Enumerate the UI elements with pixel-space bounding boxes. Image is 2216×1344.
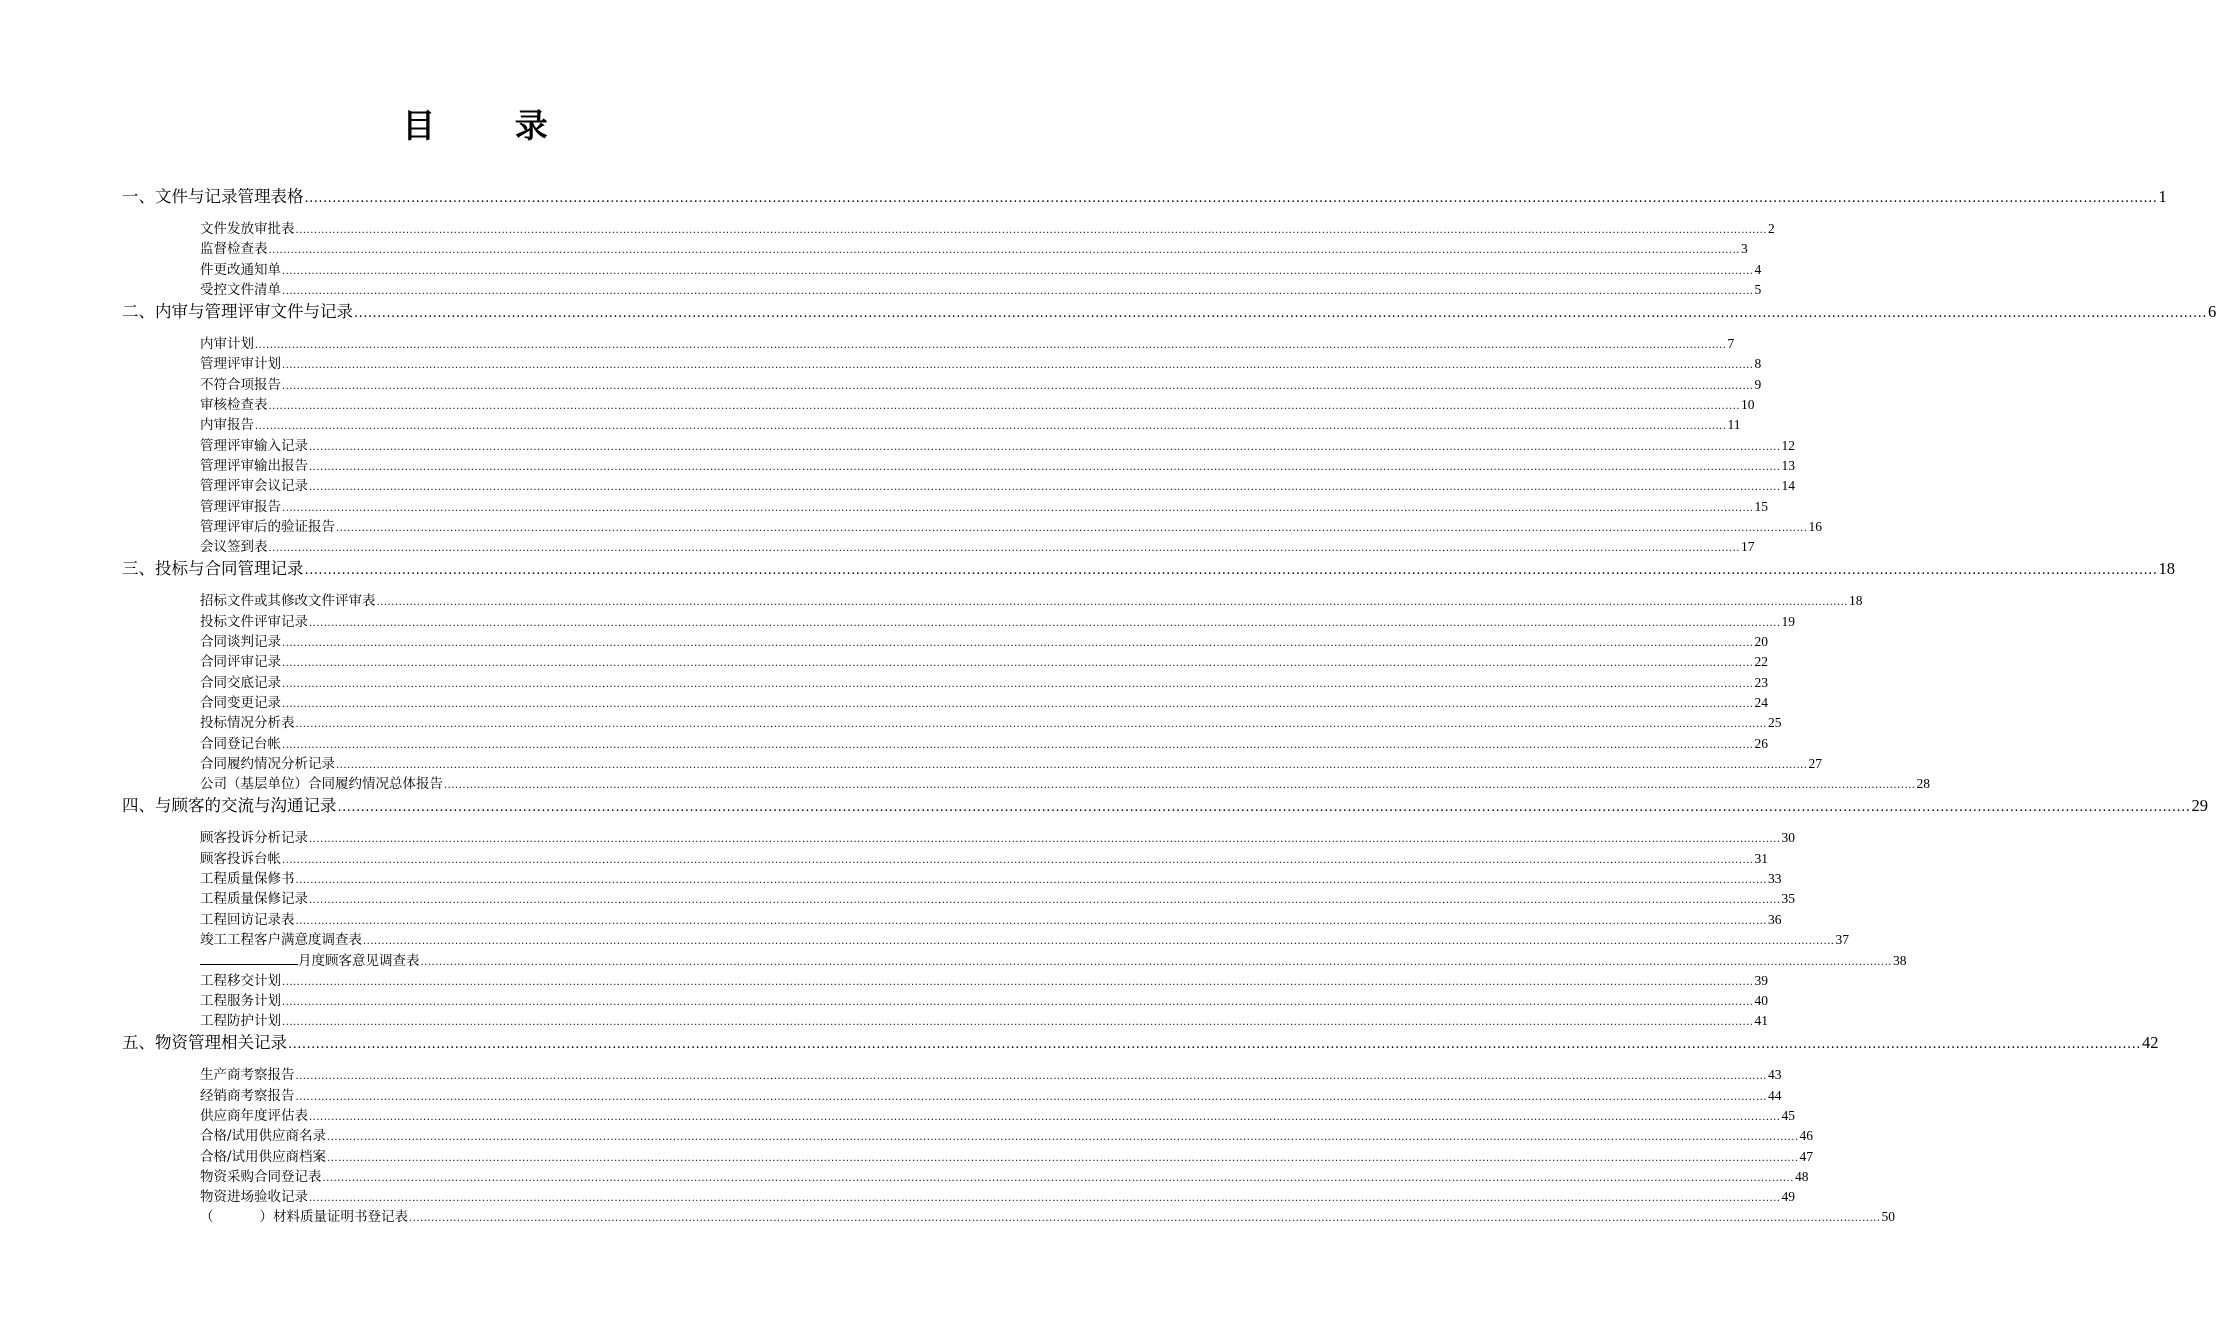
toc-entry-text: 月度顾客意见调查表: [298, 953, 420, 970]
toc-entry[interactable]: [122, 991, 1768, 1011]
toc-entry-page-number: 45: [1781, 1107, 1795, 1123]
toc-entry-text: 工程回访记录表: [200, 911, 295, 928]
toc-entry-label: [200, 849, 281, 869]
toc-entry-text: 管理评审报告: [200, 498, 281, 515]
toc-entry[interactable]: [122, 612, 1795, 632]
dot-leader: ................................................................................................................................................................................................................................................................................................................................................................................................................: [304, 191, 2158, 206]
toc-entry-page-number: 25: [1767, 715, 1782, 731]
toc-entry[interactable]: [122, 395, 1755, 415]
toc-entry[interactable]: [122, 375, 1762, 395]
toc-entry-text: 竣工工程客户满意度调查表: [200, 931, 362, 948]
toc-entry-text: 生产商考察报告: [200, 1067, 295, 1084]
toc-entry-page-number: 9: [1754, 376, 1762, 392]
toc-section-page-number: 6: [2207, 302, 2216, 322]
dot-leader: ................................................................................................................................................................................................................................................................................................................................................................................................................: [363, 935, 1835, 947]
dot-leader: ................................................................................................................................................................................................................................................................................................................................................................................................................: [282, 1017, 1754, 1029]
toc-entry-label: [200, 869, 295, 889]
toc-entry-page-number: 7: [1727, 336, 1735, 352]
toc-entry[interactable]: [122, 1011, 1768, 1031]
toc-entry-text: 合同履约情况分析记录: [200, 755, 335, 772]
toc-section[interactable]: [122, 557, 2175, 581]
toc-section-page-number: 18: [2158, 559, 2175, 579]
toc-entry-text: 审核检查表: [200, 397, 268, 414]
toc-entry-label: [200, 889, 308, 909]
toc-entry[interactable]: [122, 713, 1782, 733]
toc-entry[interactable]: [122, 754, 1822, 774]
dot-leader: ................................................................................................................................................................................................................................................................................................................................................................................................................: [309, 1111, 1781, 1123]
toc-entry-page-number: 50: [1881, 1209, 1895, 1225]
toc-section-text: 五、物资管理相关记录: [122, 1033, 287, 1053]
toc-entry-label: [200, 456, 308, 476]
toc-section[interactable]: [122, 185, 2167, 209]
toc-entry-page-number: 40: [1754, 992, 1768, 1008]
toc-entry-page-number: 37: [1835, 931, 1849, 947]
toc-entry-page-number: 8: [1754, 356, 1762, 372]
dot-leader: ................................................................................................................................................................................................................................................................................................................................................................................................................: [268, 245, 1740, 257]
toc-section[interactable]: [122, 1031, 2159, 1055]
toc-entry-label: [200, 334, 254, 354]
toc-entry[interactable]: [122, 1086, 1782, 1106]
toc-entry[interactable]: [122, 774, 1930, 794]
dot-leader: ................................................................................................................................................................................................................................................................................................................................................................................................................: [309, 895, 1781, 907]
dot-leader: ................................................................................................................................................................................................................................................................................................................................................................................................................: [282, 658, 1754, 670]
toc-entry-page-number: 10: [1740, 397, 1755, 413]
toc-entry-text: 合同交底记录: [200, 674, 281, 691]
toc-entry-text: 工程移交计划: [200, 972, 281, 989]
toc-entry[interactable]: [122, 1126, 1814, 1146]
toc-entry-page-number: 44: [1767, 1087, 1782, 1103]
toc-entry-page-number: 46: [1799, 1128, 1814, 1144]
dot-leader: ................................................................................................................................................................................................................................................................................................................................................................................................................: [282, 698, 1754, 710]
toc-entry-label: [200, 1167, 322, 1187]
toc-entry-text: 内审报告: [200, 417, 254, 434]
dot-leader: ................................................................................................................................................................................................................................................................................................................................................................................................................: [295, 1071, 1767, 1083]
dot-leader: ................................................................................................................................................................................................................................................................................................................................................................................................................: [282, 502, 1754, 514]
toc-entry-label: [200, 754, 335, 774]
toc-entry-text: 合同谈判记录: [200, 634, 281, 651]
toc-entry[interactable]: [122, 652, 1768, 672]
toc-entry-label: [200, 971, 281, 991]
toc-entry-text: 合同变更记录: [200, 694, 281, 711]
toc-entry[interactable]: [122, 734, 1768, 754]
dot-leader: ................................................................................................................................................................................................................................................................................................................................................................................................................: [295, 719, 1767, 731]
toc-entry[interactable]: [122, 1167, 1809, 1187]
toc-entry-page-number: 27: [1808, 755, 1822, 771]
toc-section-label: [122, 300, 353, 324]
toc-entry-label: [200, 497, 281, 517]
toc-entry-page-number: 19: [1781, 613, 1795, 629]
toc-entry[interactable]: [122, 693, 1768, 713]
dot-leader: ................................................................................................................................................................................................................................................................................................................................................................................................................: [255, 421, 1727, 433]
toc-entry-label: [200, 280, 281, 300]
dot-leader: ................................................................................................................................................................................................................................................................................................................................................................................................................: [309, 461, 1781, 473]
toc-entry-text: 供应商年度评估表: [200, 1107, 308, 1124]
page-title: 目 录: [402, 106, 582, 145]
dot-leader: ................................................................................................................................................................................................................................................................................................................................................................................................................: [309, 441, 1781, 453]
toc-entry[interactable]: [122, 476, 1795, 496]
toc-entry-text: 合同登记台帐: [200, 735, 281, 752]
toc-entry-label: [200, 219, 295, 239]
toc-entry[interactable]: [122, 334, 1735, 354]
toc-entry[interactable]: [122, 1207, 1895, 1227]
toc-section-page-number: 1: [2158, 187, 2167, 206]
toc-entry-text: 顾客投诉台帐: [200, 850, 281, 867]
dot-leader: ................................................................................................................................................................................................................................................................................................................................................................................................................: [282, 380, 1754, 392]
toc-entry-text: 管理评审输出报告: [200, 457, 308, 474]
dot-leader: ................................................................................................................................................................................................................................................................................................................................................................................................................: [282, 638, 1754, 650]
toc-entry-page-number: 30: [1781, 830, 1795, 846]
toc-entry-label: [200, 652, 281, 672]
dot-leader: ................................................................................................................................................................................................................................................................................................................................................................................................................: [376, 597, 1848, 609]
toc-entry[interactable]: [122, 828, 1795, 848]
toc-entry-text: 投标情况分析表: [200, 715, 295, 732]
toc-entry-text: 监督检查表: [200, 241, 268, 258]
toc-entry-label: [200, 354, 281, 374]
toc-entry-text: 受控文件清单: [200, 281, 281, 298]
toc-entry-text: ）材料质量证明书登记表: [259, 1209, 408, 1226]
dot-leader: ................................................................................................................................................................................................................................................................................................................................................................................................................: [295, 915, 1767, 927]
dot-leader: ................................................................................................................................................................................................................................................................................................................................................................................................................: [295, 875, 1767, 887]
dot-leader: ................................................................................................................................................................................................................................................................................................................................................................................................................: [282, 739, 1754, 751]
toc-entry-label: [200, 1187, 308, 1207]
table-of-contents: [122, 185, 2216, 1228]
toc-entry[interactable]: [122, 517, 1822, 537]
toc-entry-label: [200, 591, 376, 611]
toc-entry[interactable]: [122, 456, 1795, 476]
toc-entry[interactable]: [122, 849, 1768, 869]
dot-leader: ................................................................................................................................................................................................................................................................................................................................................................................................................: [336, 759, 1808, 771]
dot-leader: ................................................................................................................................................................................................................................................................................................................................................................................................................: [282, 265, 1754, 277]
toc-entry-page-number: 39: [1754, 972, 1768, 988]
toc-entry-label: [200, 774, 443, 794]
toc-entry-text: 招标文件或其修改文件评审表: [200, 593, 376, 610]
toc-entry-text: 件更改通知单: [200, 261, 281, 278]
toc-entry-page-number: 14: [1781, 478, 1795, 494]
toc-entry-label: [200, 415, 254, 435]
toc-entry[interactable]: [122, 910, 1782, 930]
toc-entry-label: [200, 239, 268, 259]
toc-entry-label: [200, 537, 268, 557]
toc-entry-text: 物资采购合同登记表: [200, 1168, 322, 1185]
dot-leader: ................................................................................................................................................................................................................................................................................................................................................................................................................: [282, 976, 1754, 988]
toc-entry[interactable]: [122, 219, 1775, 239]
toc-entry[interactable]: [122, 1147, 1814, 1167]
toc-entry-label: [200, 632, 281, 652]
toc-entry-text: 顾客投诉分析记录: [200, 830, 308, 847]
toc-entry-label: [200, 991, 281, 1011]
toc-entry-label: [200, 517, 335, 537]
toc-entry-label: [200, 476, 308, 496]
toc-entry-label: [200, 1011, 281, 1031]
toc-entry[interactable]: [122, 436, 1795, 456]
dot-leader: ................................................................................................................................................................................................................................................................................................................................................................................................................: [309, 482, 1781, 494]
toc-entry-page-number: 48: [1794, 1168, 1809, 1184]
toc-entry-text: 合格/试用供应商名录: [200, 1128, 327, 1145]
toc-entry-label: [200, 260, 281, 280]
dot-leader: ................................................................................................................................................................................................................................................................................................................................................................................................................: [282, 678, 1754, 690]
dot-leader: ................................................................................................................................................................................................................................................................................................................................................................................................................: [327, 1152, 1799, 1164]
toc-entry-page-number: 3: [1740, 241, 1748, 257]
toc-entry-label: [200, 1065, 295, 1085]
toc-entry-page-number: 18: [1848, 593, 1863, 609]
toc-entry-text: 管理评审后的验证报告: [200, 518, 335, 535]
toc-entry-label: [200, 375, 281, 395]
toc-entry-text: 经销商考察报告: [200, 1087, 295, 1104]
toc-entry-page-number: 36: [1767, 911, 1782, 927]
dot-leader: ................................................................................................................................................................................................................................................................................................................................................................................................................: [322, 1172, 1794, 1184]
toc-entry[interactable]: [122, 537, 1755, 557]
dot-leader: ................................................................................................................................................................................................................................................................................................................................................................................................................: [336, 522, 1808, 534]
toc-entry-text: 合格/试用供应商档案: [200, 1148, 327, 1165]
dot-leader: ................................................................................................................................................................................................................................................................................................................................................................................................................: [268, 543, 1740, 555]
toc-section-text: 三、投标与合同管理记录: [122, 559, 304, 579]
toc-entry[interactable]: [122, 889, 1795, 909]
toc-entry-text: 工程质量保修书: [200, 871, 295, 888]
dot-leader: ................................................................................................................................................................................................................................................................................................................................................................................................................: [288, 1037, 2141, 1053]
toc-entry-label: [200, 1106, 308, 1126]
toc-entry-text: 文件发放审批表: [200, 221, 295, 237]
toc-entry-page-number: 38: [1892, 953, 1907, 969]
toc-entry-page-number: 26: [1754, 735, 1768, 751]
toc-entry-text: 管理评审输入记录: [200, 437, 308, 454]
toc-entry-page-number: 28: [1916, 776, 1930, 792]
toc-entry-page-number: 22: [1754, 654, 1768, 670]
toc-entry-label: [200, 436, 308, 456]
dot-leader: ................................................................................................................................................................................................................................................................................................................................................................................................................: [295, 225, 1767, 236]
toc-entry-page-number: 24: [1754, 694, 1768, 710]
dot-leader: ................................................................................................................................................................................................................................................................................................................................................................................................................: [282, 996, 1754, 1008]
toc-entry[interactable]: [122, 1065, 1782, 1085]
toc-entry-label: [200, 910, 295, 930]
dot-leader: ................................................................................................................................................................................................................................................................................................................................................................................................................: [354, 306, 2207, 322]
toc-entry-label: [200, 950, 420, 971]
toc-entry-text: 投标文件评审记录: [200, 613, 308, 630]
toc-entry-page-number: 35: [1781, 891, 1795, 907]
toc-section[interactable]: [122, 794, 2208, 818]
dot-leader: ................................................................................................................................................................................................................................................................................................................................................................................................................: [295, 1091, 1767, 1103]
dot-leader: ................................................................................................................................................................................................................................................................................................................................................................................................................: [309, 1193, 1781, 1205]
toc-entry-text: 会议签到表: [200, 539, 268, 556]
toc-entry[interactable]: [122, 1106, 1795, 1126]
toc-entry-label: [200, 930, 362, 950]
toc-section-label: [122, 1031, 287, 1055]
toc-entry[interactable]: [122, 260, 1762, 280]
toc-entry-page-number: 49: [1781, 1189, 1795, 1205]
toc-entry-page-number: 31: [1754, 850, 1768, 866]
open-paren: （: [200, 1209, 214, 1226]
toc-entry-label: [200, 734, 281, 754]
toc-entry-page-number: 41: [1754, 1013, 1768, 1029]
toc-entry-page-number: 33: [1767, 871, 1782, 887]
toc-entry-text: 合同评审记录: [200, 654, 281, 671]
toc-entry[interactable]: [122, 930, 1849, 950]
toc-section-page-number: 42: [2141, 1033, 2159, 1053]
toc-entry-label: [200, 713, 295, 733]
toc-entry[interactable]: [122, 415, 1741, 435]
toc-entry[interactable]: [122, 950, 1907, 970]
toc-entry-page-number: 13: [1781, 457, 1795, 473]
toc-entry[interactable]: [122, 354, 1762, 374]
toc-entry-label: [200, 1126, 326, 1146]
toc-entry-page-number: 47: [1799, 1148, 1814, 1164]
toc-entry-text: 不符合项报告: [200, 376, 281, 393]
toc-entry-label: [200, 673, 281, 693]
toc-entry-text: 物资进场验收记录: [200, 1189, 308, 1206]
toc-entry-page-number: 4: [1754, 261, 1762, 277]
dot-leader: ................................................................................................................................................................................................................................................................................................................................................................................................................: [327, 1132, 1799, 1144]
toc-entry-text: 管理评审计划: [200, 356, 281, 373]
dot-leader: ................................................................................................................................................................................................................................................................................................................................................................................................................: [282, 285, 1754, 297]
dot-leader: ................................................................................................................................................................................................................................................................................................................................................................................................................: [309, 617, 1781, 629]
toc-entry-page-number: 17: [1740, 539, 1755, 555]
toc-entry[interactable]: [122, 497, 1768, 517]
toc-entry-page-number: 12: [1781, 437, 1795, 453]
toc-entry-page-number: 2: [1767, 221, 1775, 236]
toc-entry[interactable]: [122, 869, 1782, 889]
toc-entry-page-number: 11: [1727, 417, 1741, 433]
dot-leader: ................................................................................................................................................................................................................................................................................................................................................................................................................: [255, 340, 1727, 352]
toc-section-label: [122, 185, 304, 209]
toc-section-page-number: 29: [2191, 796, 2208, 816]
toc-entry-label: [200, 828, 308, 848]
toc-entry-page-number: 20: [1754, 634, 1768, 650]
toc-entry-page-number: 16: [1808, 518, 1822, 534]
dot-leader: ................................................................................................................................................................................................................................................................................................................................................................................................................: [304, 563, 2158, 579]
toc-entry-label: [200, 612, 308, 632]
toc-section[interactable]: [122, 300, 2216, 324]
toc-section-label: [122, 794, 337, 818]
toc-section-text: 四、与顾客的交流与沟通记录: [122, 796, 337, 816]
toc-entry[interactable]: [122, 280, 1762, 300]
dot-leader: ................................................................................................................................................................................................................................................................................................................................................................................................................: [268, 401, 1740, 413]
toc-section-label: [122, 557, 304, 581]
toc-entry-label: [200, 693, 281, 713]
toc-entry-text: 工程质量保修记录: [200, 891, 308, 908]
dot-leader: ................................................................................................................................................................................................................................................................................................................................................................................................................: [282, 854, 1754, 866]
toc-entry-text: 工程服务计划: [200, 992, 281, 1009]
toc-entry-label: [200, 395, 268, 415]
toc-entry-page-number: 23: [1754, 674, 1768, 690]
toc-entry[interactable]: [122, 673, 1768, 693]
toc-entry-text: 工程防护计划: [200, 1013, 281, 1030]
dot-leader: ................................................................................................................................................................................................................................................................................................................................................................................................................: [282, 360, 1754, 372]
toc-entry[interactable]: [122, 239, 1748, 259]
toc-entry-page-number: 15: [1754, 498, 1768, 514]
toc-entry-label: [200, 1086, 295, 1106]
toc-entry-text: 内审计划: [200, 336, 254, 353]
toc-entry-text: 公司（基层单位）合同履约情况总体报告: [200, 776, 443, 793]
toc-section-text: 一、文件与记录管理表格: [122, 187, 304, 206]
toc-section-text: 二、内审与管理评审文件与记录: [122, 302, 353, 322]
toc-entry[interactable]: [122, 591, 1863, 611]
fill-in-blank: [200, 950, 298, 965]
dot-leader: ................................................................................................................................................................................................................................................................................................................................................................................................................: [409, 1213, 1881, 1225]
toc-entry-page-number: 5: [1754, 281, 1762, 297]
dot-leader: ................................................................................................................................................................................................................................................................................................................................................................................................................: [309, 834, 1781, 846]
toc-entry[interactable]: [122, 1187, 1795, 1207]
toc-entry[interactable]: [122, 632, 1768, 652]
toc-entry[interactable]: [122, 971, 1768, 991]
dot-leader: ................................................................................................................................................................................................................................................................................................................................................................................................................: [420, 957, 1892, 969]
toc-entry-page-number: 43: [1767, 1067, 1782, 1083]
toc-entry-label: [200, 1147, 326, 1167]
dot-leader: ................................................................................................................................................................................................................................................................................................................................................................................................................: [444, 780, 1916, 792]
toc-entry-label: [200, 1207, 408, 1227]
dot-leader: ................................................................................................................................................................................................................................................................................................................................................................................................................: [337, 800, 2191, 816]
toc-entry-text: 管理评审会议记录: [200, 478, 308, 495]
